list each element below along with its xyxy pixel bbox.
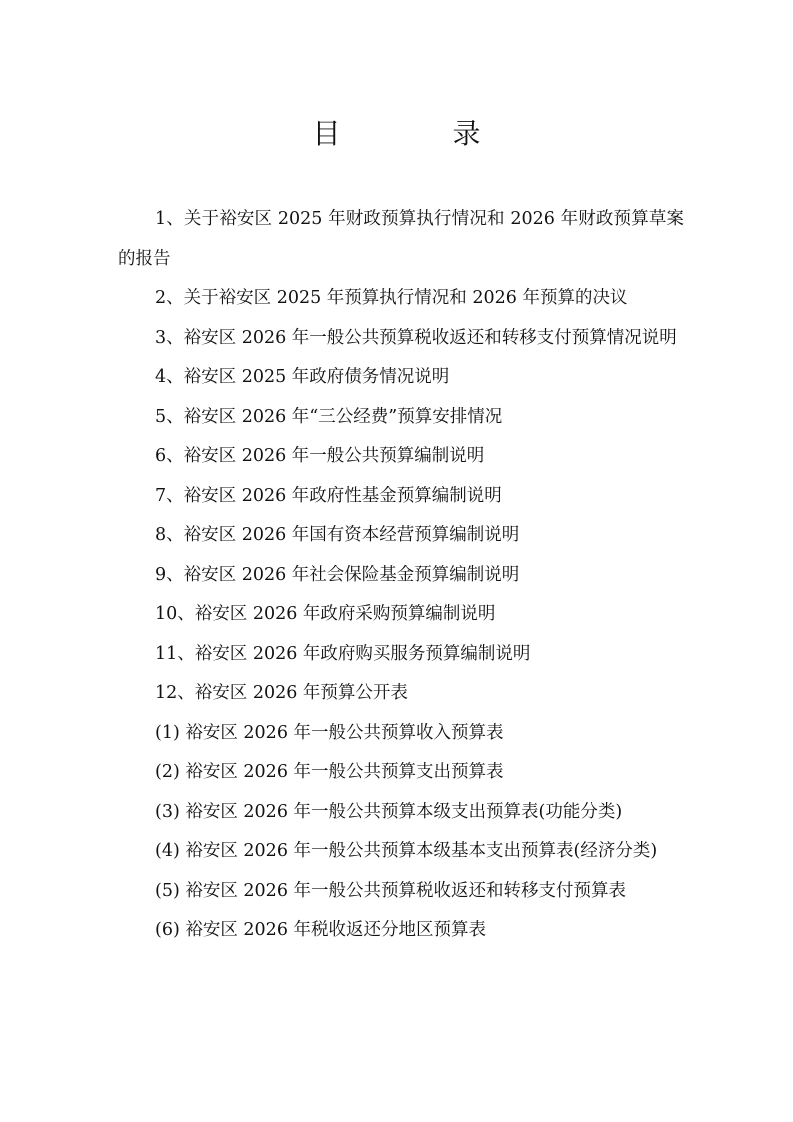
toc-item: (1) 裕安区 2026 年一般公共预算收入预算表 xyxy=(155,722,504,743)
toc-item: 1、关于裕安区 2025 年财政预算执行情况和 2026 年财政预算草案的报告 xyxy=(118,209,684,269)
toc-item: 3、裕安区 2026 年一般公共预算税收返还和转移支付预算情况说明 xyxy=(155,327,677,348)
table-of-contents xyxy=(118,200,684,951)
toc-item: (6) 裕安区 2026 年税收返还分地区预算表 xyxy=(155,920,487,940)
toc-item: (2) 裕安区 2026 年一般公共预算支出预算表 xyxy=(155,762,504,782)
toc-item: 5、裕安区 2026 年“三公经费”预算安排情况 xyxy=(155,406,503,427)
toc-item: 4、裕安区 2025 年政府债务情况说明 xyxy=(155,367,450,387)
toc-item: 8、裕安区 2026 年国有资本经营预算编制说明 xyxy=(155,525,520,545)
toc-item: 9、裕安区 2026 年社会保险基金预算编制说明 xyxy=(155,564,520,585)
toc-item: 12、裕安区 2026 年预算公开表 xyxy=(155,683,408,703)
toc-item: 7、裕安区 2026 年政府性基金预算编制说明 xyxy=(155,485,502,506)
toc-item: (3) 裕安区 2026 年一般公共预算本级支出预算表(功能分类) xyxy=(155,801,623,822)
toc-item: 6、裕安区 2026 年一般公共预算编制说明 xyxy=(155,446,485,466)
toc-item: 11、裕安区 2026 年政府购买服务预算编制说明 xyxy=(155,643,531,664)
toc-item: 10、裕安区 2026 年政府采购预算编制说明 xyxy=(155,604,496,624)
toc-item: (5) 裕安区 2026 年一般公共预算税收返还和转移支付预算表 xyxy=(155,880,627,901)
page-title: 目 录 xyxy=(312,117,523,150)
toc-item: (4) 裕安区 2026 年一般公共预算本级基本支出预算表(经济分类) xyxy=(155,841,658,861)
toc-item: 2、关于裕安区 2025 年预算执行情况和 2026 年预算的决议 xyxy=(155,288,628,308)
